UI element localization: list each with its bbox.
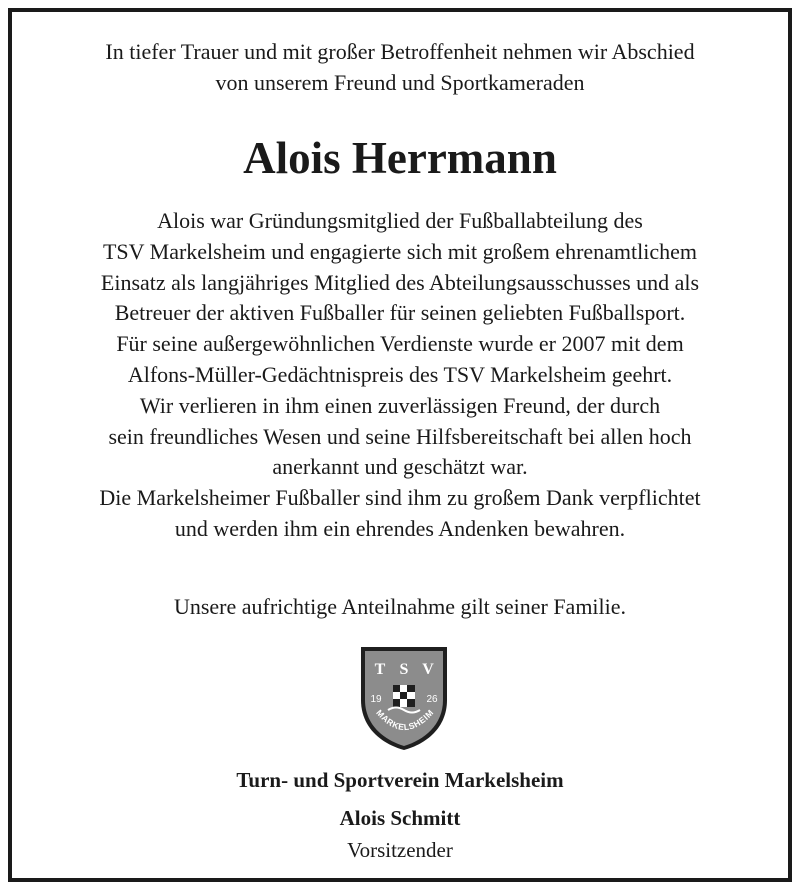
signer-name: Alois Schmitt xyxy=(339,806,461,830)
tribute-text xyxy=(12,206,788,545)
crest-ring-text: MARKELSHEIM xyxy=(374,707,436,733)
condolence-line: Unsere aufrichtige Anteilnahme gilt seiner Familie. xyxy=(173,594,627,619)
signer-role: Vorsitzender xyxy=(347,838,453,862)
obituary-notice xyxy=(8,8,792,882)
intro-text xyxy=(12,36,788,98)
deceased-name: Alois Herrmann xyxy=(243,133,557,183)
tribute-line: Einsatz als langjähriges Mitglied des Abteilungsausschusses und als xyxy=(100,269,700,295)
tribute-line: sein freundliches Wesen und seine Hilfsbereitschaft bei allen hoch xyxy=(108,423,692,449)
intro-line: In tiefer Trauer und mit großer Betroffenheit nehmen wir Abschied xyxy=(105,39,695,64)
tribute-line: Alois war Gründungsmitglied der Fußballabteilung des xyxy=(157,208,643,233)
crest-letter: S xyxy=(399,661,409,678)
intro-line: von unserem Freund und Sportkameraden xyxy=(215,70,585,95)
organization-name: Turn- und Sportverein Markelsheim xyxy=(236,768,564,792)
crest-letter: T xyxy=(374,661,386,678)
tribute-line: Die Markelsheimer Fußballer sind ihm zu großem Dank verpflichtet xyxy=(99,485,701,511)
tribute-line: und werden ihm ein ehrendes Andenken bewahren. xyxy=(174,515,626,541)
crest-year-right: 26 xyxy=(426,694,438,705)
tsv-markelsheim-crest-icon xyxy=(358,644,450,752)
crest-letter: V xyxy=(422,661,434,678)
tribute-line: Betreuer der aktiven Fußballer für seinen geliebten Fußballsport. xyxy=(114,300,686,326)
crest-year-left: 19 xyxy=(370,694,382,705)
tribute-line: Alfons-Müller-Gedächtnispreis des TSV Markelsheim geehrt. xyxy=(127,361,673,387)
tribute-line: TSV Markelsheim und engagierte sich mit großem ehrenamtlichem xyxy=(102,238,698,264)
tribute-line: Für seine außergewöhnlichen Verdienste wurde er 2007 mit dem xyxy=(116,331,684,357)
tribute-line: Wir verlieren in ihm einen zuverlässigen Freund, der durch xyxy=(139,392,661,418)
tribute-line: anerkannt und geschätzt war. xyxy=(272,454,528,480)
